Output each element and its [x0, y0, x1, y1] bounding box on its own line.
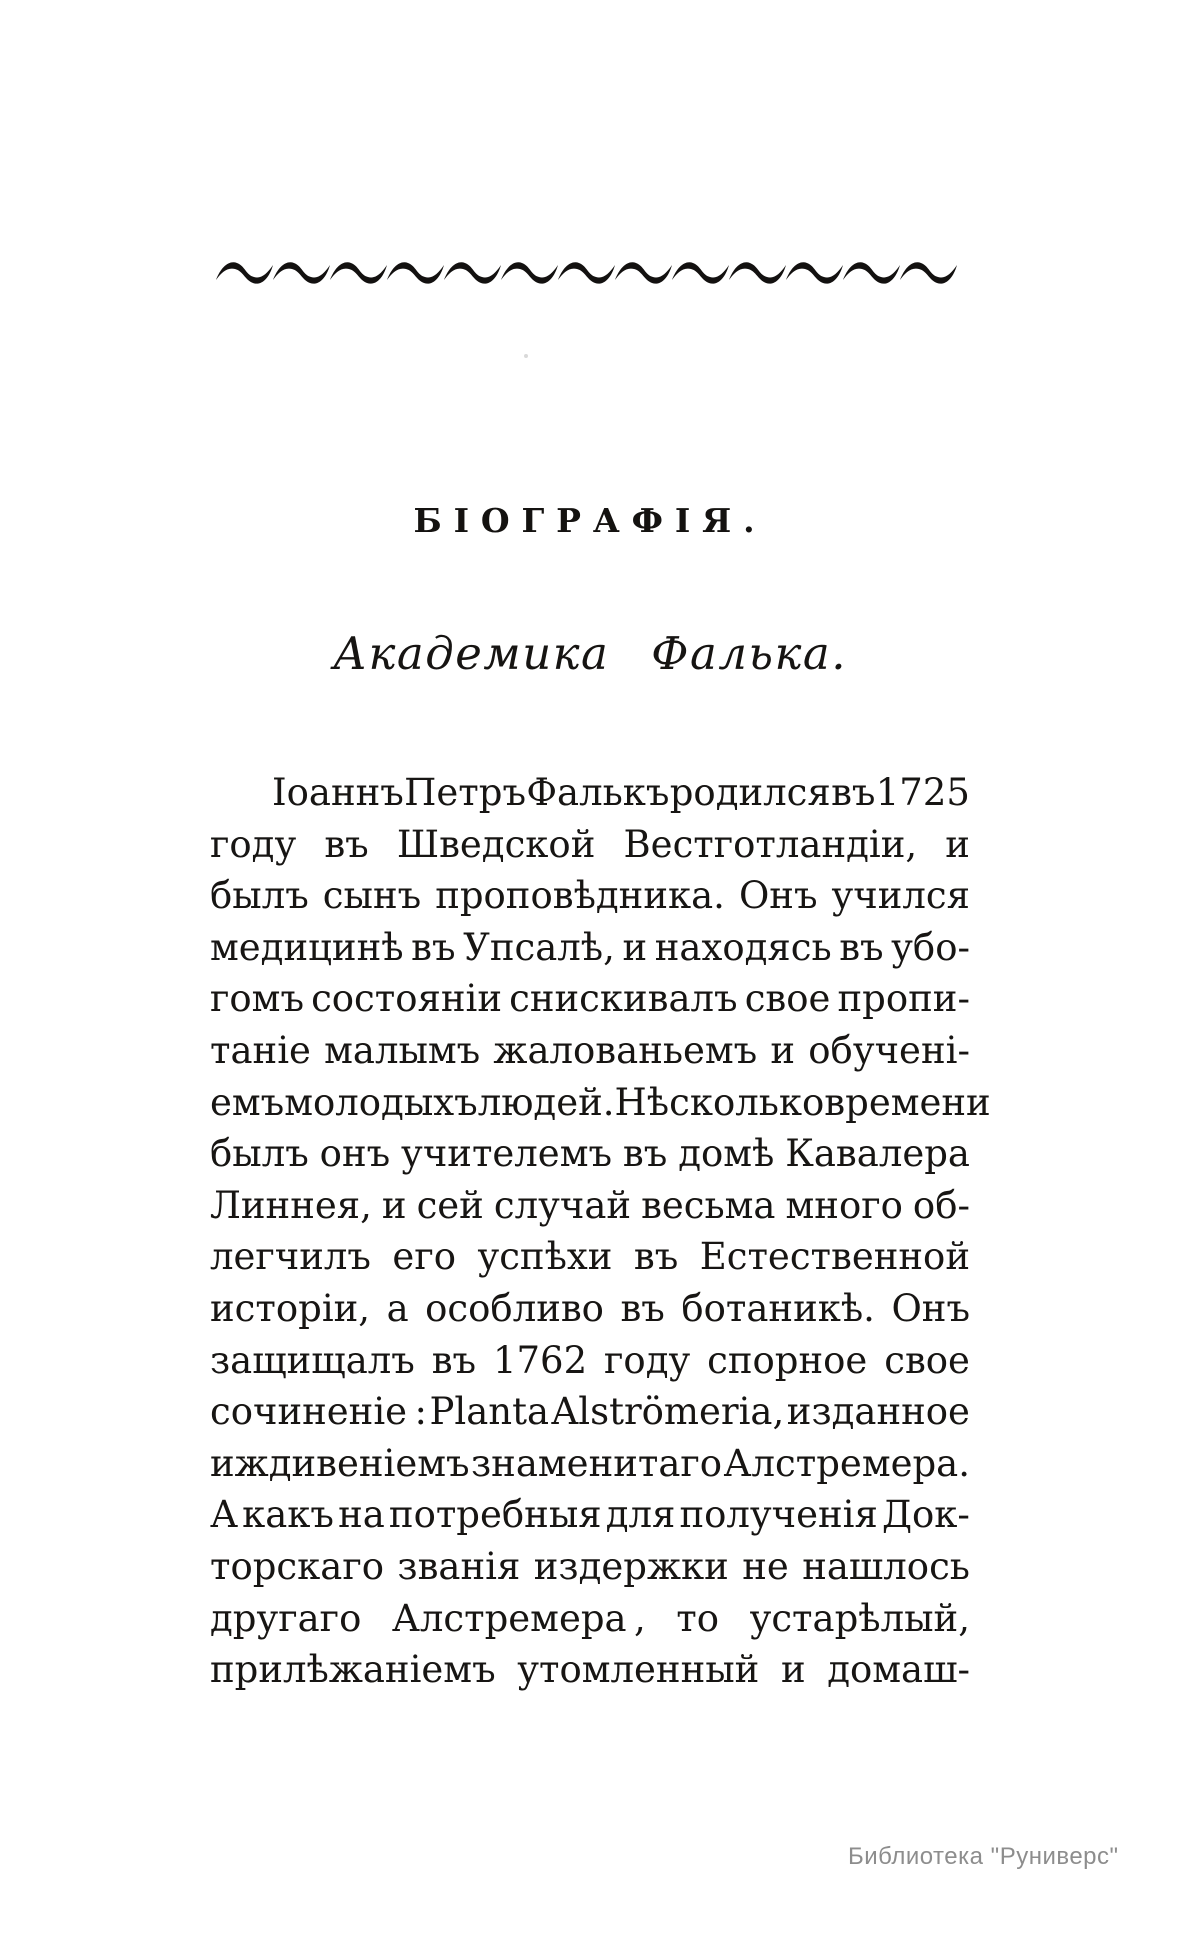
word: полученія	[679, 1493, 878, 1537]
word: не	[742, 1544, 789, 1588]
word: торскаго	[210, 1544, 384, 1588]
word: находясь	[654, 925, 832, 969]
word: домѣ	[678, 1132, 775, 1176]
page-title: БІОГРАФІЯ.	[413, 501, 767, 540]
word: Planta	[429, 1390, 550, 1434]
word: много	[785, 1183, 903, 1227]
word: жалованьемъ	[493, 1028, 758, 1072]
word: исторіи,	[210, 1286, 371, 1330]
word: то	[676, 1596, 720, 1640]
text-line	[210, 1184, 970, 1236]
word: Фалькъ	[526, 771, 670, 814]
wavy-rule-ornament	[216, 252, 964, 292]
word: въ	[411, 925, 456, 969]
word: случай	[493, 1183, 632, 1227]
text-line	[210, 1545, 970, 1597]
word: учился	[831, 874, 970, 918]
word: легчилъ	[210, 1235, 371, 1279]
word: и	[381, 1183, 407, 1227]
word: Алстремера.	[723, 1441, 970, 1485]
word: емъ	[210, 1080, 285, 1124]
word: Онъ	[738, 874, 818, 918]
word: времени	[824, 1080, 991, 1124]
word: былъ	[210, 1132, 309, 1176]
word: обучені-	[808, 1028, 970, 1072]
word: снискивалъ	[509, 977, 738, 1021]
word: состояніи	[311, 977, 503, 1021]
word: Упсалѣ,	[463, 925, 615, 969]
word: Петръ	[404, 771, 526, 814]
word: особливо	[425, 1286, 604, 1330]
word: гомъ	[210, 977, 304, 1021]
word: Нѣсколько	[614, 1080, 825, 1124]
word: Шведской	[396, 822, 596, 866]
word: Онъ	[891, 1286, 970, 1330]
word: былъ	[210, 874, 309, 918]
word: об-	[912, 1183, 970, 1227]
word: званія	[397, 1544, 521, 1588]
text-line	[210, 1390, 970, 1442]
word: и	[780, 1648, 806, 1692]
word: а	[386, 1286, 409, 1330]
word: въ	[839, 925, 884, 969]
word: устарѣлый,	[749, 1596, 970, 1640]
word: изданное	[786, 1390, 970, 1434]
word: и	[770, 1028, 796, 1072]
word: медицинѣ	[210, 925, 404, 969]
word: Вестготландіи,	[623, 822, 918, 866]
word: его	[392, 1235, 456, 1279]
word: онъ	[319, 1132, 391, 1176]
word: въ	[324, 822, 369, 866]
scan-speck	[524, 354, 528, 358]
word: потребныя	[388, 1493, 602, 1537]
text-line	[210, 1442, 970, 1494]
word: въ	[620, 1286, 665, 1330]
word: на	[338, 1493, 385, 1537]
word: Іоаннъ	[272, 771, 404, 814]
text-line	[210, 1287, 970, 1339]
word: году	[604, 1338, 691, 1382]
word: родился	[669, 771, 831, 814]
word: спорное	[707, 1338, 868, 1382]
word: и	[622, 925, 648, 969]
word: А	[210, 1493, 239, 1537]
word: сынъ	[322, 874, 422, 918]
library-watermark: Библиотека "Руниверс"	[848, 1843, 1119, 1870]
word: издержки	[533, 1544, 729, 1588]
text-line	[210, 1080, 991, 1133]
word: Линнея,	[210, 1183, 372, 1227]
word: въ	[431, 1338, 477, 1382]
word: 1725	[875, 771, 970, 814]
word: Естественной	[699, 1235, 970, 1279]
text-line	[210, 823, 970, 875]
word: утомленный	[517, 1648, 760, 1692]
text-line	[210, 1132, 970, 1184]
word: проповѣдника.	[435, 874, 725, 918]
word: другаго	[210, 1596, 362, 1640]
word: какъ	[242, 1493, 334, 1537]
word: свое	[744, 977, 831, 1021]
word: знаменитаго	[471, 1441, 723, 1485]
word: году	[210, 822, 297, 866]
word: и	[945, 822, 970, 866]
word: весьма	[641, 1183, 776, 1227]
word: сей	[416, 1183, 484, 1227]
word: малымъ	[324, 1028, 481, 1072]
word: домаш-	[827, 1648, 970, 1692]
word: Док-	[881, 1493, 970, 1537]
word: пропи-	[837, 977, 970, 1021]
text-line	[210, 1339, 970, 1391]
text-line	[210, 771, 970, 823]
word: свое	[884, 1338, 970, 1382]
text-line	[210, 1029, 970, 1081]
word: успѣхи	[477, 1235, 613, 1279]
text-line	[210, 1648, 970, 1700]
word: убо-	[891, 925, 970, 969]
page-subtitle: Академика Фалька.	[332, 627, 848, 680]
word: сочиненіе :	[210, 1390, 427, 1434]
text-line	[210, 1235, 970, 1287]
word: таніе	[210, 1028, 311, 1072]
word: Алстремера ,	[391, 1596, 646, 1640]
word: нашлось	[802, 1544, 970, 1588]
word: людей.	[477, 1080, 615, 1124]
word: въ	[633, 1235, 679, 1279]
word: въ	[622, 1132, 668, 1176]
word: молодыхъ	[284, 1080, 478, 1124]
word: ботаникѣ.	[681, 1286, 875, 1330]
text-line	[210, 1597, 970, 1649]
word: для	[605, 1493, 676, 1537]
word: Кавалера	[785, 1132, 970, 1176]
word: въ	[831, 771, 876, 814]
word: прилѣжаніемъ	[210, 1648, 496, 1692]
text-line	[210, 874, 970, 926]
word: иждивеніемъ	[210, 1441, 470, 1485]
word: 1762	[492, 1338, 588, 1382]
word: защищалъ	[210, 1338, 415, 1382]
word: учителемъ	[401, 1132, 613, 1176]
word: Alströmeria,	[551, 1390, 785, 1434]
text-line	[210, 977, 970, 1029]
text-line	[210, 1493, 970, 1545]
text-line	[210, 926, 970, 978]
body-paragraph	[210, 771, 991, 1700]
